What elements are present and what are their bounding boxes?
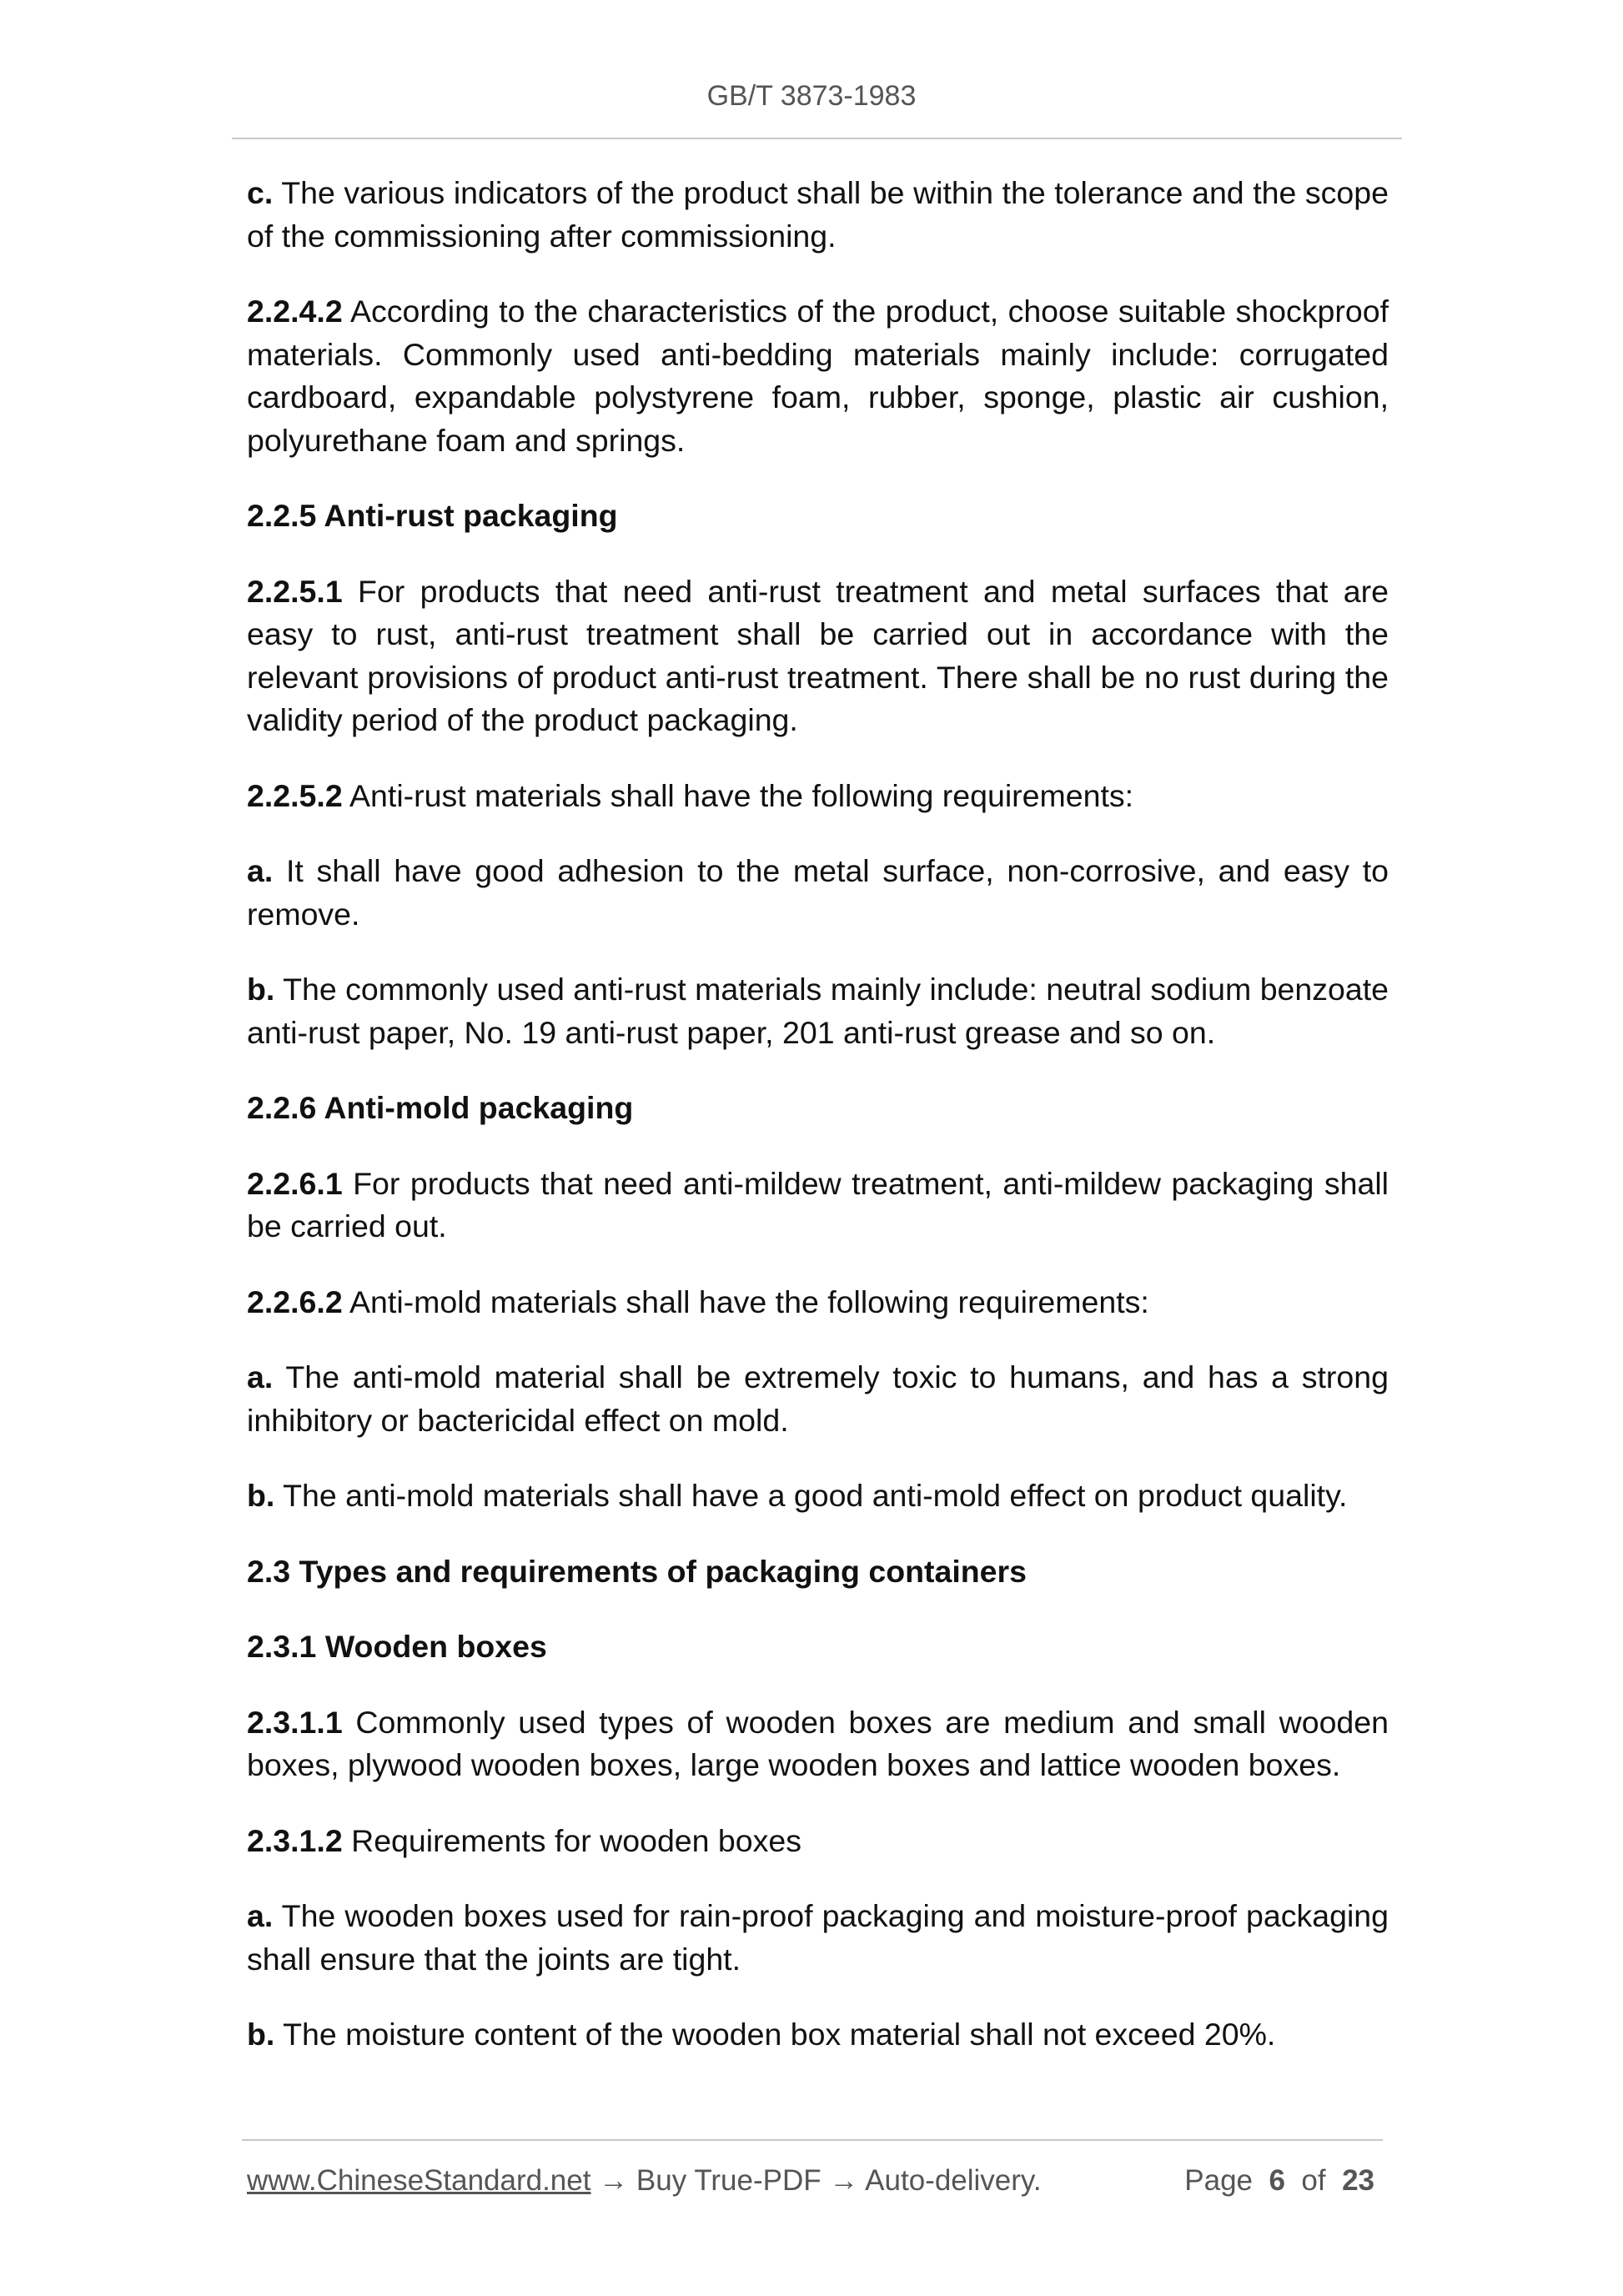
clause-text: Anti-mold materials shall have the following requirements: — [349, 1284, 1149, 1319]
clause-2-2-4-2 — [247, 290, 1389, 462]
clause-number: 2.2.6.1 — [247, 1165, 343, 1201]
clause-text: Anti-rust materials shall have the following requirements: — [349, 777, 1134, 813]
clause-text: The moisture content of the wooden box material shall not exceed 20%. — [283, 2017, 1276, 2052]
clause-number: 2.2.4.2 — [247, 294, 343, 329]
clause-text: The commonly used anti-rust materials mainly include: neutral sodium benzoate anti-rust paper, No. 19 anti-rust paper, 201 anti-rust grease and so on. — [247, 972, 1389, 1050]
clause-number: a. — [247, 1898, 274, 1933]
clause-number: 2.2.5.1 — [247, 573, 343, 609]
clause-text: Requirements for wooden boxes — [351, 1822, 801, 1858]
page-of-label: of — [1301, 2164, 1326, 2197]
clause-text: For products that need anti-mildew treatment, anti-mildew packaging shall be carried out. — [247, 1165, 1389, 1243]
section-heading-2-3: 2.3 Types and requirements of packaging containers — [247, 1553, 1027, 1589]
clause-text: The wooden boxes used for rain-proof packaging and moisture-proof packaging shall ensure that the joints are tight. — [247, 1898, 1389, 1977]
clause-text: According to the characteristics of the product, choose suitable shockproof materials. Commonly used anti-bedding materials mainly include: corrugated cardboard, expandable polystyrene foam, rubber, sponge, plastic air cushion, polyurethane foam and springs. — [247, 294, 1389, 458]
section-heading-2-2-5: 2.2.5 Anti-rust packaging — [247, 498, 618, 533]
clause-text: It shall have good adhesion to the metal surface, non-corrosive, and easy to remove. — [247, 853, 1389, 932]
footer-divider — [242, 2139, 1383, 2141]
clause-number: a. — [247, 853, 274, 888]
section-heading-2-2-6: 2.2.6 Anti-mold packaging — [247, 1090, 634, 1125]
page-label: Page — [1184, 2164, 1254, 2197]
clause-text: The anti-mold material shall be extremely toxic to humans, and has a strong inhibitory or bactericidal effect on mold. — [247, 1359, 1389, 1438]
clause-text: Commonly used types of wooden boxes are medium and small wooden boxes, plywood wooden boxes, large wooden boxes and lattice wooden boxes. — [247, 1704, 1389, 1782]
clause-number: 2.2.6.2 — [247, 1284, 343, 1319]
footer-promo-text: → Buy True-PDF → Auto-delivery. — [590, 2164, 1042, 2197]
clause-2-2-6-1 — [247, 1163, 1389, 1248]
page-total: 23 — [1342, 2164, 1374, 2197]
clause-number: b. — [247, 972, 275, 1007]
document-body — [247, 172, 1389, 2089]
clause-a — [247, 1895, 1389, 1981]
clause-2-2-5-1 — [247, 570, 1389, 742]
clause-b — [247, 968, 1389, 1054]
section-heading-2-3-1: 2.3.1 Wooden boxes — [247, 1629, 547, 1664]
clause-number: c. — [247, 175, 274, 210]
clause-number: 2.3.1.1 — [247, 1704, 343, 1740]
clause-a — [247, 1356, 1389, 1442]
website-link[interactable]: www.ChineseStandard.net — [247, 2164, 591, 2197]
clause-number: b. — [247, 1478, 275, 1513]
clause-text: For products that need anti-rust treatment and metal surfaces that are easy to rust, anti-rust treatment shall be carried out in accordance with the relevant provisions of product anti-rust treatment. There shall be no rust during the validity period of the product packaging. — [247, 573, 1389, 737]
clause-b — [247, 2013, 1389, 2057]
clause-2-3-1-2 — [247, 1820, 1389, 1863]
clause-2-2-5-2 — [247, 775, 1389, 818]
clause-number: a. — [247, 1359, 274, 1394]
clause-number: b. — [247, 2017, 275, 2052]
clause-c — [247, 172, 1389, 258]
running-header: GB/T 3873-1983 — [706, 80, 917, 112]
clause-a — [247, 850, 1389, 936]
clause-number: 2.3.1.2 — [247, 1822, 343, 1858]
header-divider — [232, 138, 1402, 139]
clause-text: The anti-mold materials shall have a good anti-mold effect on product quality. — [283, 1478, 1348, 1513]
page-current: 6 — [1269, 2164, 1285, 2197]
clause-2-3-1-1 — [247, 1701, 1389, 1787]
clause-2-2-6-2 — [247, 1281, 1389, 1324]
clause-b — [247, 1475, 1389, 1518]
clause-text: The various indicators of the product shall be within the tolerance and the scope of the commissioning after commissioning. — [247, 175, 1389, 254]
page-indicator — [1184, 2162, 1374, 2200]
footer-promo — [247, 2162, 1042, 2200]
clause-number: 2.2.5.2 — [247, 777, 343, 813]
